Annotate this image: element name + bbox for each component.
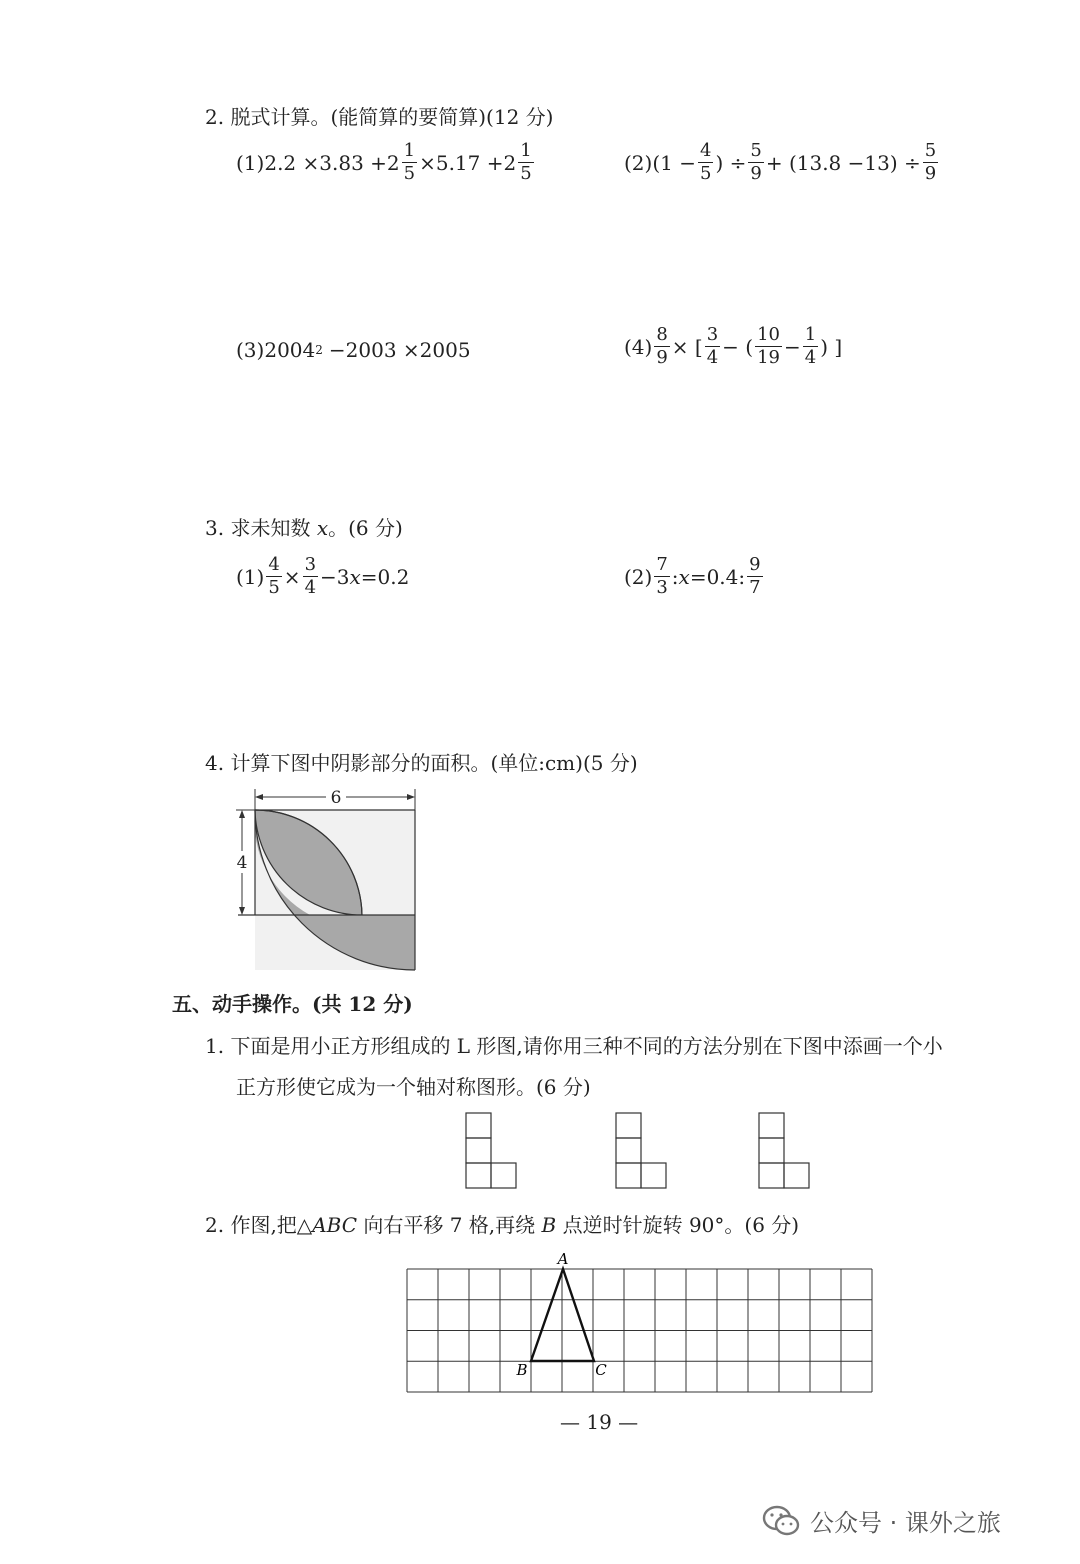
arrow-right <box>407 794 415 800</box>
q2-p1-label: (1) <box>236 150 265 175</box>
q3-p1-label: (1) <box>236 564 265 589</box>
q2-p4-part-a: × [ <box>671 334 703 359</box>
q2-p4-part-d: ) ] <box>820 334 843 359</box>
section5-title: 五、动手操作。(共 12 分) <box>172 992 413 1016</box>
q2-p2-part-b: ) ÷ <box>715 150 747 175</box>
l-shape-2 <box>615 1112 669 1191</box>
q2-p2-fraction-2: $\frac{5}{9}$ <box>750 140 762 184</box>
q2-p4-fraction-4: $\frac{1}{4}$ <box>804 324 817 368</box>
q2-p4-fraction-2: $\frac{3}{4}$ <box>706 324 719 368</box>
q2-p2-fraction-3: $\frac{5}{9}$ <box>924 140 937 184</box>
q2-p4-part-c: − <box>784 334 801 359</box>
q2-p3-base: 2004 <box>264 338 316 362</box>
q2-p2-label: (2) <box>624 150 653 175</box>
q2-p3-exponent: 2 <box>315 343 323 357</box>
q2-problem-1 <box>236 142 536 183</box>
q2-p2-fraction-1: $\frac{4}{5}$ <box>700 140 712 184</box>
q3-p1-fraction-1: $\frac{4}{5}$ <box>268 554 280 598</box>
vertex-a-label: A <box>557 1250 569 1268</box>
q2-title: 2. 脱式计算。(能简算的要简算)(12 分) <box>205 105 554 129</box>
arrow-up <box>239 810 245 818</box>
q2-p2-part-c: + (13.8 −13) ÷ <box>765 150 921 175</box>
q3-p1-part-b: −3 <box>320 564 350 589</box>
q2-p1-part-b: ×5.17 +2 <box>419 150 517 175</box>
q3-p2-fraction-1: $\frac{7}{3}$ <box>656 554 668 598</box>
q3-title: 3. 求未知数 x。(6 分) <box>205 516 403 540</box>
q3-p2-variable: x <box>678 564 690 589</box>
q2-p4-label: (4) <box>624 334 653 359</box>
q3-p2-part-b: =0.4: <box>689 564 746 589</box>
vertex-b-label: B <box>516 1361 528 1379</box>
q3-problem-2 <box>624 556 765 597</box>
watermark-text: 公众号 · 课外之旅 <box>810 1509 1001 1537</box>
vertex-c-label: C <box>595 1361 607 1379</box>
arrow-down <box>239 907 245 915</box>
q2-p2-part-a: (1 − <box>652 150 696 175</box>
wechat-icon <box>762 1505 800 1537</box>
section5-q1-line2: 正方形使它成为一个轴对称图形。(6 分) <box>236 1075 591 1099</box>
q2-p3-rest: −2003 ×2005 <box>328 338 471 362</box>
height-label: 4 <box>236 853 248 873</box>
q3-p2-fraction-2: $\frac{9}{7}$ <box>749 554 761 598</box>
q2-p3-label: (3) <box>236 338 265 362</box>
q2-p1-part-a: 2.2 ×3.83 +2 <box>264 150 400 175</box>
arrow-left <box>255 794 263 800</box>
q3-p2-label: (2) <box>624 564 653 589</box>
l-shape-1 <box>465 1112 519 1191</box>
q3-p1-variable: x <box>349 564 361 589</box>
q3-p2-part-a: : <box>671 564 679 589</box>
q4-title: 4. 计算下图中阴影部分的面积。(单位:cm)(5 分) <box>205 751 638 775</box>
q2-problem-3 <box>236 338 471 362</box>
q3-problem-1 <box>236 556 409 597</box>
watermark <box>762 1503 1001 1538</box>
q3-p1-part-c: =0.2 <box>360 564 410 589</box>
q2-problem-4 <box>624 326 842 367</box>
page-number: — 19 — <box>560 1410 639 1434</box>
q3-p1-fraction-2: $\frac{3}{4}$ <box>304 554 317 598</box>
section5-q1-line1: 1. 下面是用小正方形组成的 L 形图,请你用三种不同的方法分别在下图中添画一个小 <box>205 1034 943 1058</box>
translation-grid <box>400 1248 874 1394</box>
q2-p4-part-b: − ( <box>722 334 754 359</box>
q2-p4-fraction-3: $\frac{10}{19}$ <box>757 324 780 368</box>
section5-q2-title: 2. 作图,把△ABC 向右平移 7 格,再绕 B 点逆时针旋转 90°。(6 分) <box>205 1213 800 1237</box>
q4-shaded-figure <box>228 785 428 975</box>
q2-p1-fraction-2: $\frac{1}{5}$ <box>520 140 532 184</box>
q3-p1-part-a: × <box>283 564 301 589</box>
q2-p4-fraction-1: $\frac{8}{9}$ <box>656 324 668 368</box>
grid-lines <box>407 1269 872 1392</box>
l-shape-3 <box>758 1112 812 1191</box>
q2-problem-2 <box>624 142 940 183</box>
q2-p1-fraction-1: $\frac{1}{5}$ <box>403 140 416 184</box>
width-label: 6 <box>330 788 342 808</box>
